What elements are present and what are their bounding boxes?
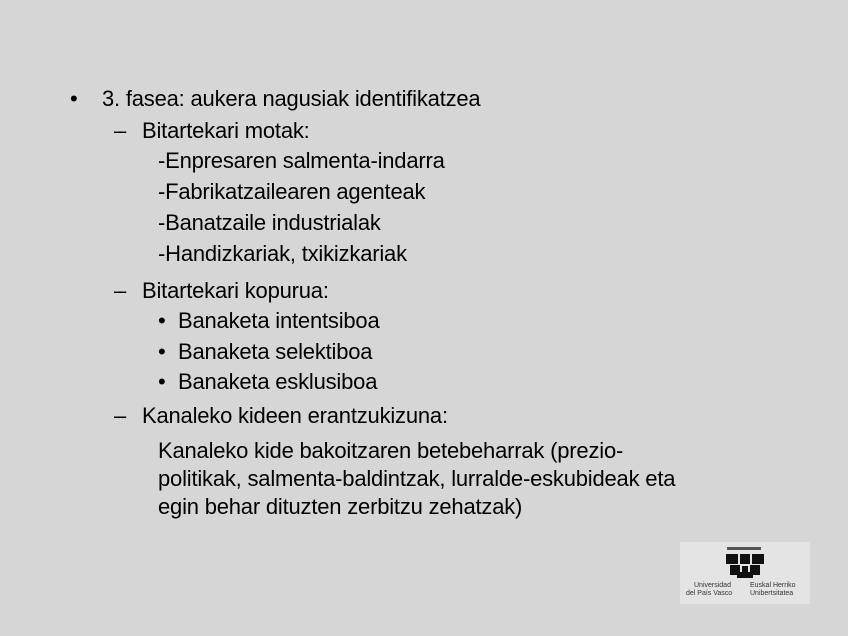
logo-caption-left-2: del País Vasco <box>686 590 733 597</box>
level1-heading: 3. fasea: aukera nagusiak identifikatzea <box>102 86 481 111</box>
section3-paragraph-line: politikak, salmenta-baldintzak, lurralde-eskubideak eta <box>158 466 676 491</box>
section1-title: Bitartekari motak: <box>142 118 310 143</box>
section3-dash: – <box>114 403 127 428</box>
section3-title: Kanaleko kideen erantzukizuna: <box>142 403 448 428</box>
section2-bullet: • <box>158 308 166 333</box>
section2-item: Banaketa intentsiboa <box>178 308 380 333</box>
logo-caption-right-1: Euskal Herriko <box>750 582 796 589</box>
section2-item: Banaketa selektiboa <box>178 339 373 364</box>
section1-item: -Fabrikatzailearen agenteak <box>158 179 426 204</box>
section3-paragraph-line: Kanaleko kide bakoitzaren betebeharrak (prezio- <box>158 438 624 463</box>
section1-item: -Handizkariak, txikizkariak <box>158 241 407 266</box>
section2-bullet: • <box>158 339 166 364</box>
section1-item: -Banatzaile industrialak <box>158 210 381 235</box>
section2-dash: – <box>114 278 127 303</box>
section3-paragraph-line: egin behar dituzten zerbitzu zehatzak) <box>158 494 523 519</box>
logo-caption-right-2: Unibertsitatea <box>750 590 794 597</box>
level1-bullet: • <box>70 86 78 111</box>
section1-dash: – <box>114 118 127 143</box>
section2-bullet: • <box>158 369 166 394</box>
section1-item: -Enpresaren salmenta-indarra <box>158 148 445 173</box>
logo-caption-left-1: Universidad <box>694 582 731 589</box>
section2-title: Bitartekari kopurua: <box>142 278 329 303</box>
university-logo <box>680 542 810 604</box>
section2-item: Banaketa esklusiboa <box>178 369 378 394</box>
